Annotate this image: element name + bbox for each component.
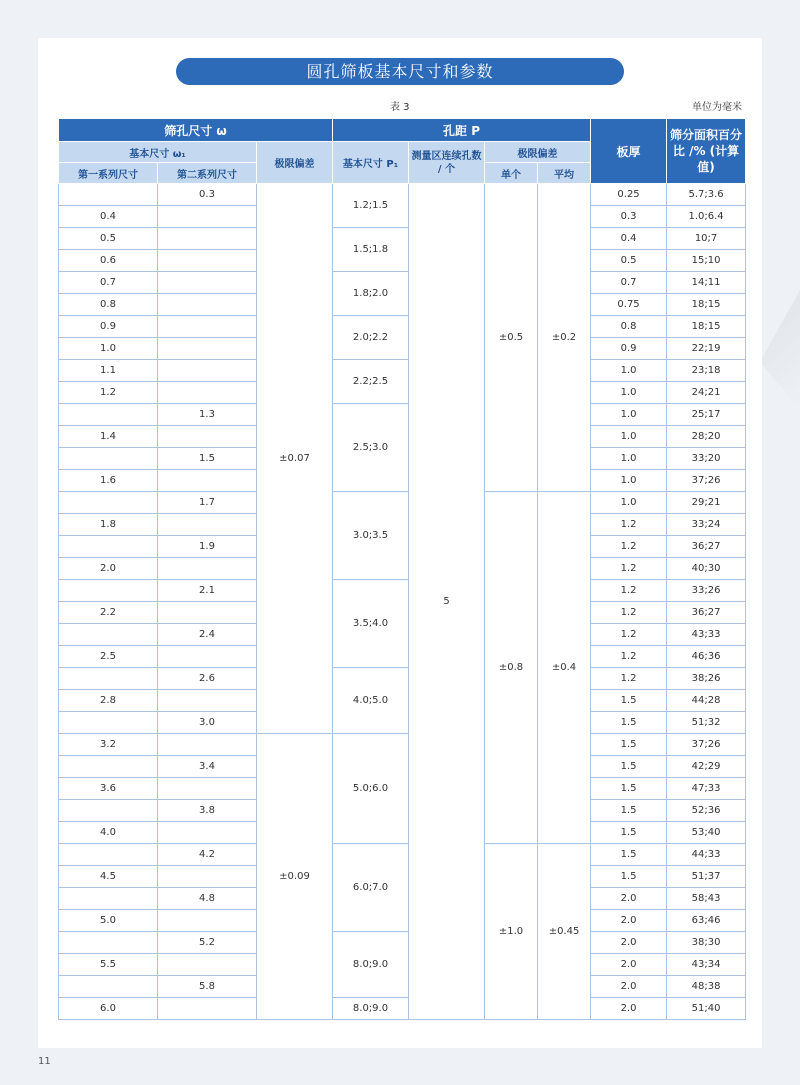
area-percent-cell: 1.0;6.4: [667, 206, 746, 228]
pitch-average-tolerance-cell: ±0.2: [538, 184, 591, 492]
area-percent-cell: 48;38: [667, 976, 746, 998]
series-1-cell: [59, 800, 158, 822]
corner-decoration: [760, 290, 800, 410]
header-pitch-tolerance: 极限偏差: [485, 142, 591, 163]
area-percent-cell: 28;20: [667, 426, 746, 448]
area-percent-cell: 46;36: [667, 646, 746, 668]
series-2-cell: [158, 360, 257, 382]
area-percent-cell: 53;40: [667, 822, 746, 844]
thickness-cell: 1.2: [591, 536, 667, 558]
area-percent-cell: 38;30: [667, 932, 746, 954]
series-1-cell: 1.2: [59, 382, 158, 404]
area-percent-cell: 15;10: [667, 250, 746, 272]
series-2-cell: [158, 470, 257, 492]
series-1-cell: 1.0: [59, 338, 158, 360]
thickness-cell: 1.0: [591, 448, 667, 470]
series-1-cell: 0.9: [59, 316, 158, 338]
thickness-cell: 1.5: [591, 734, 667, 756]
pitch-single-tolerance-cell: ±0.5: [485, 184, 538, 492]
thickness-cell: 0.75: [591, 294, 667, 316]
series-1-cell: [59, 712, 158, 734]
thickness-cell: 2.0: [591, 932, 667, 954]
area-percent-cell: 23;18: [667, 360, 746, 382]
area-percent-cell: 33;26: [667, 580, 746, 602]
series-1-cell: 1.4: [59, 426, 158, 448]
thickness-cell: 1.0: [591, 360, 667, 382]
thickness-cell: 2.0: [591, 998, 667, 1020]
header-series-2: 第二系列尺寸: [158, 163, 257, 184]
thickness-cell: 1.2: [591, 580, 667, 602]
series-2-cell: [158, 646, 257, 668]
sieve-plate-table: [58, 118, 746, 1020]
header-pitch-basic: 基本尺寸 P₁: [333, 142, 409, 184]
thickness-cell: 1.5: [591, 800, 667, 822]
series-1-cell: 3.6: [59, 778, 158, 800]
area-percent-cell: 42;29: [667, 756, 746, 778]
table-row: [59, 404, 746, 426]
series-1-cell: [59, 624, 158, 646]
thickness-cell: 2.0: [591, 910, 667, 932]
series-1-cell: 5.0: [59, 910, 158, 932]
header-hole-count: 测量区连续孔数 / 个: [409, 142, 485, 184]
area-percent-cell: 43;33: [667, 624, 746, 646]
thickness-cell: 1.5: [591, 866, 667, 888]
thickness-cell: 1.2: [591, 602, 667, 624]
area-percent-cell: 52;36: [667, 800, 746, 822]
header-series-1: 第一系列尺寸: [59, 163, 158, 184]
pitch-basic-cell: 6.0;7.0: [333, 844, 409, 932]
series-2-cell: [158, 690, 257, 712]
pitch-basic-cell: 1.2;1.5: [333, 184, 409, 228]
table-row: [59, 998, 746, 1020]
series-2-cell: 0.3: [158, 184, 257, 206]
table-row: [59, 492, 746, 514]
table-row: [59, 272, 746, 294]
series-2-cell: [158, 954, 257, 976]
area-percent-cell: 18;15: [667, 294, 746, 316]
area-percent-cell: 40;30: [667, 558, 746, 580]
series-1-cell: [59, 844, 158, 866]
series-2-cell: 2.6: [158, 668, 257, 690]
series-2-cell: 2.4: [158, 624, 257, 646]
aperture-tolerance-cell: ±0.07: [257, 184, 333, 734]
series-1-cell: [59, 888, 158, 910]
thickness-cell: 1.2: [591, 668, 667, 690]
table-row: [59, 668, 746, 690]
series-2-cell: 4.2: [158, 844, 257, 866]
thickness-cell: 1.2: [591, 646, 667, 668]
series-2-cell: [158, 734, 257, 756]
series-1-cell: [59, 536, 158, 558]
series-1-cell: 5.5: [59, 954, 158, 976]
pitch-basic-cell: 4.0;5.0: [333, 668, 409, 734]
pitch-basic-cell: 8.0;9.0: [333, 998, 409, 1020]
series-1-cell: [59, 184, 158, 206]
series-2-cell: [158, 822, 257, 844]
area-percent-cell: 10;7: [667, 228, 746, 250]
header-aperture: 筛孔尺寸 ω: [59, 119, 333, 142]
area-percent-cell: 22;19: [667, 338, 746, 360]
series-2-cell: [158, 998, 257, 1020]
series-2-cell: [158, 316, 257, 338]
area-percent-cell: 33;20: [667, 448, 746, 470]
series-1-cell: [59, 448, 158, 470]
header-thickness: 板厚: [591, 119, 667, 184]
table-row: [59, 316, 746, 338]
series-2-cell: 2.1: [158, 580, 257, 602]
thickness-cell: 0.3: [591, 206, 667, 228]
pitch-basic-cell: 3.0;3.5: [333, 492, 409, 580]
thickness-cell: 2.0: [591, 954, 667, 976]
series-2-cell: 5.8: [158, 976, 257, 998]
header-aperture-basic: 基本尺寸 ω₁: [59, 142, 257, 163]
pitch-basic-cell: 2.5;3.0: [333, 404, 409, 492]
table-number: 表 3: [390, 102, 410, 113]
pitch-average-tolerance-cell: ±0.4: [538, 492, 591, 844]
series-2-cell: 3.0: [158, 712, 257, 734]
unit-note: 单位为毫米: [692, 102, 742, 113]
thickness-cell: 0.7: [591, 272, 667, 294]
thickness-cell: 0.25: [591, 184, 667, 206]
series-2-cell: 1.3: [158, 404, 257, 426]
thickness-cell: 1.0: [591, 470, 667, 492]
area-percent-cell: 51;40: [667, 998, 746, 1020]
series-2-cell: 4.8: [158, 888, 257, 910]
area-percent-cell: 14;11: [667, 272, 746, 294]
pitch-basic-cell: 3.5;4.0: [333, 580, 409, 668]
thickness-cell: 2.0: [591, 976, 667, 998]
table-row: [59, 580, 746, 602]
series-1-cell: [59, 668, 158, 690]
area-percent-cell: 38;26: [667, 668, 746, 690]
series-1-cell: [59, 932, 158, 954]
series-2-cell: [158, 382, 257, 404]
thickness-cell: 1.5: [591, 844, 667, 866]
thickness-cell: 1.5: [591, 822, 667, 844]
series-1-cell: [59, 404, 158, 426]
pitch-basic-cell: 1.5;1.8: [333, 228, 409, 272]
series-2-cell: [158, 558, 257, 580]
table-row: [59, 844, 746, 866]
series-1-cell: 1.1: [59, 360, 158, 382]
table-row: [59, 734, 746, 756]
pitch-single-tolerance-cell: ±0.8: [485, 492, 538, 844]
area-percent-cell: 36;27: [667, 602, 746, 624]
series-1-cell: 0.6: [59, 250, 158, 272]
series-1-cell: 1.8: [59, 514, 158, 536]
header-area-percent: 筛分面积百分比 /% (计算值): [667, 119, 746, 184]
area-percent-cell: 44;28: [667, 690, 746, 712]
pitch-basic-cell: 1.8;2.0: [333, 272, 409, 316]
area-percent-cell: 24;21: [667, 382, 746, 404]
document-page: [38, 38, 762, 1048]
thickness-cell: 1.0: [591, 382, 667, 404]
series-1-cell: 0.8: [59, 294, 158, 316]
series-1-cell: 4.0: [59, 822, 158, 844]
series-2-cell: [158, 602, 257, 624]
table-row: [59, 932, 746, 954]
thickness-cell: 0.4: [591, 228, 667, 250]
page-number: 11: [38, 1056, 51, 1067]
area-percent-cell: 43;34: [667, 954, 746, 976]
series-2-cell: [158, 206, 257, 228]
series-1-cell: 2.5: [59, 646, 158, 668]
series-2-cell: 3.4: [158, 756, 257, 778]
thickness-cell: 1.5: [591, 756, 667, 778]
thickness-cell: 1.5: [591, 778, 667, 800]
thickness-cell: 0.9: [591, 338, 667, 360]
series-2-cell: [158, 294, 257, 316]
area-percent-cell: 63;46: [667, 910, 746, 932]
series-1-cell: 2.2: [59, 602, 158, 624]
area-percent-cell: 29;21: [667, 492, 746, 514]
area-percent-cell: 5.7;3.6: [667, 184, 746, 206]
series-1-cell: 2.0: [59, 558, 158, 580]
table-row: [59, 360, 746, 382]
series-2-cell: [158, 272, 257, 294]
thickness-cell: 1.0: [591, 426, 667, 448]
pitch-basic-cell: 5.0;6.0: [333, 734, 409, 844]
series-1-cell: 3.2: [59, 734, 158, 756]
thickness-cell: 1.2: [591, 514, 667, 536]
series-1-cell: 6.0: [59, 998, 158, 1020]
header-aperture-tolerance: 极限偏差: [257, 142, 333, 184]
area-percent-cell: 51;37: [667, 866, 746, 888]
thickness-cell: 0.8: [591, 316, 667, 338]
series-2-cell: 3.8: [158, 800, 257, 822]
thickness-cell: 1.5: [591, 690, 667, 712]
aperture-tolerance-cell: ±0.09: [257, 734, 333, 1020]
series-2-cell: 5.2: [158, 932, 257, 954]
series-1-cell: [59, 756, 158, 778]
series-2-cell: 1.9: [158, 536, 257, 558]
series-2-cell: 1.7: [158, 492, 257, 514]
series-2-cell: [158, 866, 257, 888]
series-2-cell: [158, 250, 257, 272]
series-1-cell: 2.8: [59, 690, 158, 712]
series-1-cell: 0.7: [59, 272, 158, 294]
series-1-cell: [59, 492, 158, 514]
area-percent-cell: 18;15: [667, 316, 746, 338]
area-percent-cell: 25;17: [667, 404, 746, 426]
area-percent-cell: 33;24: [667, 514, 746, 536]
area-percent-cell: 37;26: [667, 734, 746, 756]
pitch-basic-cell: 8.0;9.0: [333, 932, 409, 998]
series-1-cell: [59, 976, 158, 998]
series-1-cell: 0.5: [59, 228, 158, 250]
series-2-cell: [158, 910, 257, 932]
thickness-cell: 0.5: [591, 250, 667, 272]
area-percent-cell: 58;43: [667, 888, 746, 910]
series-2-cell: [158, 426, 257, 448]
table-row: [59, 228, 746, 250]
series-1-cell: 4.5: [59, 866, 158, 888]
series-1-cell: 0.4: [59, 206, 158, 228]
series-2-cell: [158, 228, 257, 250]
area-percent-cell: 51;32: [667, 712, 746, 734]
thickness-cell: 1.0: [591, 492, 667, 514]
series-1-cell: 1.6: [59, 470, 158, 492]
pitch-basic-cell: 2.2;2.5: [333, 360, 409, 404]
header-pitch: 孔距 P: [333, 119, 591, 142]
thickness-cell: 2.0: [591, 888, 667, 910]
hole-count-cell: 5: [409, 184, 485, 1020]
area-percent-cell: 47;33: [667, 778, 746, 800]
area-percent-cell: 44;33: [667, 844, 746, 866]
series-2-cell: [158, 338, 257, 360]
pitch-basic-cell: 2.0;2.2: [333, 316, 409, 360]
thickness-cell: 1.5: [591, 712, 667, 734]
pitch-single-tolerance-cell: ±1.0: [485, 844, 538, 1020]
area-percent-cell: 37;26: [667, 470, 746, 492]
series-2-cell: 1.5: [158, 448, 257, 470]
series-1-cell: [59, 580, 158, 602]
table-row: [59, 184, 746, 206]
thickness-cell: 1.2: [591, 558, 667, 580]
series-2-cell: [158, 514, 257, 536]
header-average: 平均: [538, 163, 591, 184]
thickness-cell: 1.0: [591, 404, 667, 426]
page-title: 圆孔筛板基本尺寸和参数: [176, 58, 624, 85]
header-single: 单个: [485, 163, 538, 184]
area-percent-cell: 36;27: [667, 536, 746, 558]
pitch-average-tolerance-cell: ±0.45: [538, 844, 591, 1020]
series-2-cell: [158, 778, 257, 800]
thickness-cell: 1.2: [591, 624, 667, 646]
